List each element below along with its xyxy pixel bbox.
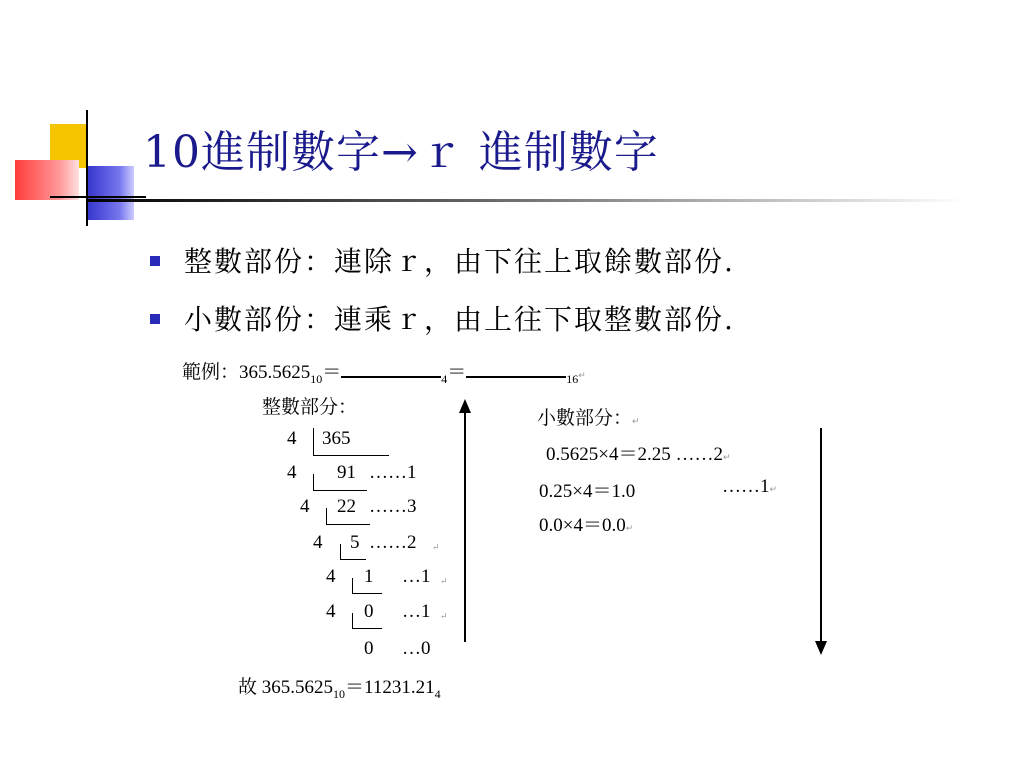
division-bracket-h [313,455,389,456]
bullet-marker-2 [150,314,160,324]
arrow-down-shaft [820,428,822,642]
division-bracket-v [352,578,353,593]
division-divisor: 4 [300,496,310,517]
return-mark: ↵ [769,484,778,494]
division-divisor: 4 [326,601,336,622]
multiplication-row [539,476,635,503]
conclusion [238,672,441,702]
base-10-subscript: 10 [310,371,323,386]
division-bracket-v [313,474,314,490]
multiplication-expr: 0.5625×4＝2.25 [546,444,671,465]
return-mark: ↵ [578,370,586,380]
fraction-part-title-text: 小數部分： [537,408,633,429]
title-underline [86,199,966,202]
equals-sign: ＝ [345,677,365,698]
division-remainder: ……2 [369,532,417,553]
integer-part-title: 整數部分： [262,397,358,418]
division-remainder: …0 [402,638,431,659]
division-divisor: 4 [287,462,297,483]
division-bracket-h [352,628,382,629]
decor-horizontal-line [50,196,146,198]
base-4-subscript: 4 [441,371,448,386]
return-mark: ↵ [625,523,634,533]
division-divisor: 4 [287,428,297,449]
division-bracket-h [313,490,367,491]
return-mark: ↵ [440,612,448,622]
division-remainder: ……3 [369,496,417,517]
multiplication-row [546,439,731,466]
division-number: 0 [364,601,374,622]
decor-blue-square [86,166,134,220]
multiplication-expr: 0.25×4＝1.0 [539,481,636,502]
return-mark: ↵ [432,543,440,553]
return-mark: ↵ [440,577,448,587]
return-mark: ↵ [632,416,640,426]
bullet-text-1: 整數部份：連除ｒ，由下往上取餘數部份. [184,245,735,278]
division-number: 91 [337,462,356,483]
division-divisor: 4 [313,532,323,553]
division-bracket-h [326,524,370,525]
multiplication-result-row [722,476,777,498]
multiplication-result: ……2 [675,444,723,465]
division-number: 22 [337,496,356,517]
base-4-subscript: 4 [434,686,441,701]
base-16-subscript: 16 [566,371,579,386]
multiplication-row [539,510,633,537]
division-number: 1 [364,566,374,587]
fraction-part-title [537,403,640,430]
conclusion-lhs: 365.5625 [261,677,334,698]
blank-base16 [466,360,566,378]
division-bracket-h [352,593,382,594]
division-remainder: …1 [402,601,431,622]
equals-sign: ＝ [322,362,342,383]
division-bracket-v [313,428,314,455]
multiplication-result: ……1 [722,476,770,497]
division-divisor: 4 [326,566,336,587]
equals-sign-2: ＝ [447,362,467,383]
decor-vertical-line [86,110,88,226]
division-bracket-h [340,559,366,560]
example-header [182,357,586,387]
example-number: 365.5625 [239,362,311,383]
return-mark: ↵ [722,452,731,462]
decor-red-square [15,160,79,200]
example-label: 範例： [182,362,240,383]
division-number: 365 [322,428,351,449]
division-bracket-v [326,508,327,524]
division-number: 0 [364,638,374,659]
division-remainder: ……1 [369,462,417,483]
multiplication-expr: 0.0×4＝0.0 [539,515,626,536]
blank-base4 [341,360,441,378]
slide-title: 10進制數字→ｒ 進制數字 [143,127,659,178]
division-remainder: …1 [402,566,431,587]
division-bracket-v [340,544,341,559]
division-bracket-v [352,613,353,628]
arrow-up-shaft [464,410,466,642]
bullet-marker-1 [150,256,160,266]
conclusion-rhs: 11231.21 [364,677,435,698]
arrow-down-icon [815,641,827,655]
conclusion-prefix: 故 [238,677,258,698]
base-10-subscript: 10 [333,686,346,701]
division-number: 5 [350,532,360,553]
bullet-text-2: 小數部份：連乘ｒ，由上往下取整數部份. [184,303,735,336]
